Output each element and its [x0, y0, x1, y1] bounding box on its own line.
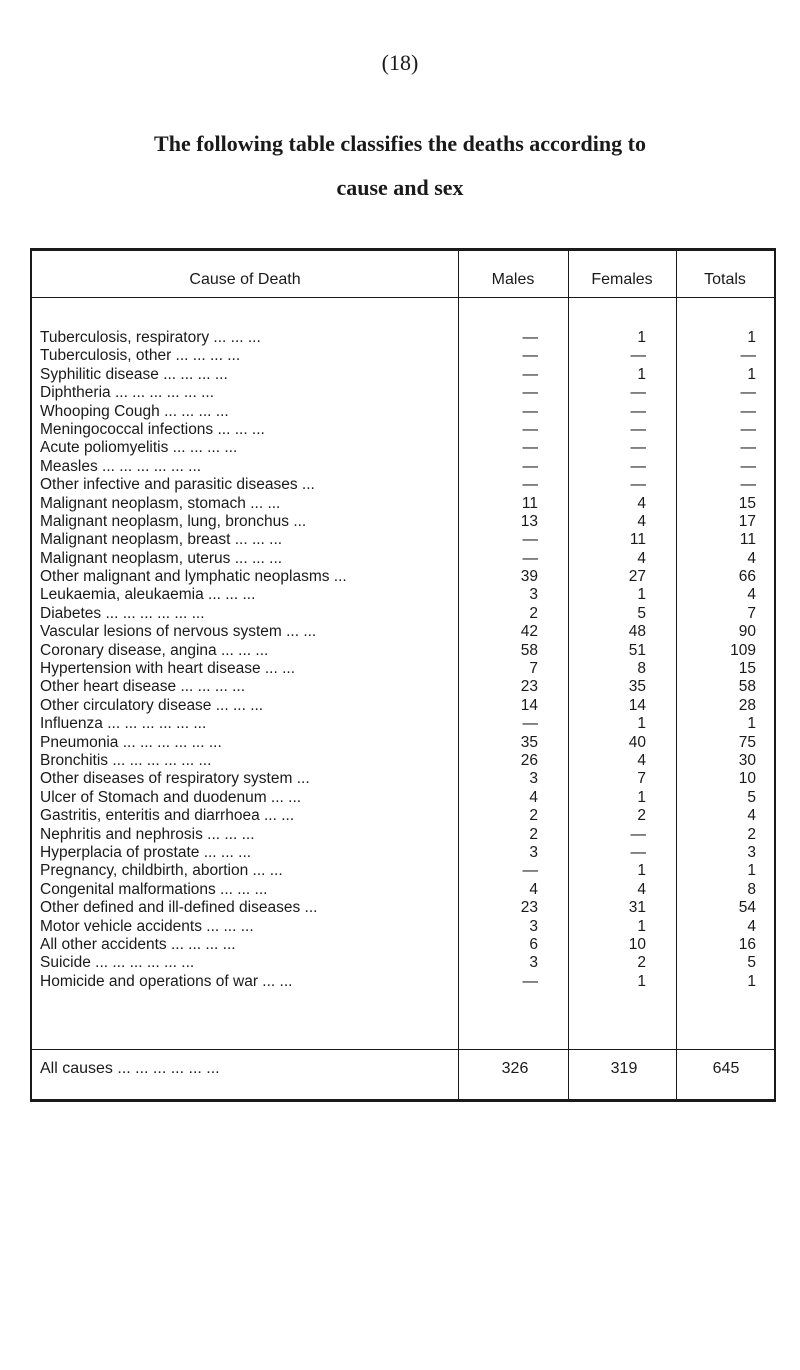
row-cause: Influenza ... ... ... ... ... ...	[40, 715, 207, 733]
table-row	[32, 495, 774, 513]
row-totals: 7	[747, 604, 756, 622]
row-males: —	[522, 347, 538, 365]
row-totals: 1	[747, 972, 756, 990]
row-males: 6	[529, 935, 538, 953]
row-totals: 5	[747, 954, 756, 972]
row-cause: Tuberculosis, other ... ... ... ...	[40, 347, 241, 365]
row-totals: 1	[747, 365, 756, 383]
table-row	[32, 513, 774, 531]
row-females: 1	[637, 862, 646, 880]
row-cause: Other defined and ill-defined diseases ...	[40, 899, 318, 917]
row-females: —	[630, 347, 646, 365]
row-males: 3	[529, 843, 538, 861]
row-totals: 8	[747, 880, 756, 898]
table-row	[32, 826, 774, 844]
table-body	[32, 329, 774, 991]
row-cause: Other circulatory disease ... ... ...	[40, 696, 264, 714]
table-row	[32, 329, 774, 347]
row-females: 1	[637, 715, 646, 733]
row-cause: Diabetes ... ... ... ... ... ...	[40, 604, 205, 622]
total-males: 326	[501, 1060, 529, 1077]
row-totals: —	[740, 457, 756, 475]
row-males: —	[522, 384, 538, 402]
row-males: 3	[529, 917, 538, 935]
row-totals: —	[740, 347, 756, 365]
row-males: 42	[520, 623, 538, 641]
row-totals: 17	[738, 512, 756, 530]
table-row	[32, 384, 774, 402]
row-females: 1	[637, 329, 646, 346]
row-totals: —	[740, 476, 756, 494]
row-totals: 58	[738, 678, 756, 696]
row-males: 26	[520, 751, 538, 769]
row-females: 51	[628, 641, 646, 659]
heading-line-2: cause and sex	[336, 175, 464, 200]
table-row	[32, 439, 774, 457]
row-females: 7	[637, 770, 646, 788]
row-males: —	[522, 457, 538, 475]
header-cause: Cause of Death	[189, 271, 301, 288]
total-females: 319	[610, 1060, 638, 1077]
row-totals: 4	[747, 807, 756, 825]
row-totals: 10	[738, 770, 756, 788]
header-totals: Totals	[704, 271, 746, 288]
row-males: —	[522, 402, 538, 420]
row-males: —	[522, 476, 538, 494]
row-cause: Malignant neoplasm, lung, bronchus ...	[40, 512, 307, 530]
row-females: 8	[637, 660, 646, 678]
row-males: 35	[520, 733, 538, 751]
row-totals: 4	[747, 549, 756, 567]
row-females: 1	[637, 788, 646, 806]
row-males: —	[522, 862, 538, 880]
row-totals: 2	[747, 825, 756, 843]
row-cause: Other heart disease ... ... ... ...	[40, 678, 246, 696]
table-row	[32, 678, 774, 696]
row-females: —	[630, 825, 646, 843]
table-row	[32, 660, 774, 678]
row-females: 14	[628, 696, 646, 714]
table-row	[32, 899, 774, 917]
row-cause: Whooping Cough ... ... ... ...	[40, 402, 229, 420]
table-row	[32, 918, 774, 936]
table-row	[32, 697, 774, 715]
row-cause: Suicide ... ... ... ... ... ...	[40, 954, 195, 972]
row-females: 2	[637, 954, 646, 972]
row-cause: Other diseases of respiratory system ...	[40, 770, 310, 788]
header-rule	[32, 297, 774, 298]
row-males: 2	[529, 825, 538, 843]
page-heading	[0, 122, 800, 210]
row-males: 2	[529, 807, 538, 825]
row-females: 5	[637, 604, 646, 622]
total-row	[32, 1059, 774, 1079]
row-males: 3	[529, 586, 538, 604]
table-row	[32, 734, 774, 752]
table-row	[32, 458, 774, 476]
row-cause: Vascular lesions of nervous system ... ...	[40, 623, 317, 641]
row-females: 31	[628, 899, 646, 917]
table-row	[32, 623, 774, 641]
table-row	[32, 347, 774, 365]
row-totals: —	[740, 439, 756, 457]
row-totals: 109	[730, 641, 756, 659]
row-males: 14	[520, 696, 538, 714]
row-males: 11	[521, 494, 538, 512]
row-females: 48	[628, 623, 646, 641]
row-females: 27	[628, 568, 646, 586]
row-totals: 5	[747, 788, 756, 806]
row-females: 4	[637, 512, 646, 530]
row-cause: Leukaemia, aleukaemia ... ... ...	[40, 586, 256, 604]
table-row	[32, 531, 774, 549]
row-females: —	[630, 843, 646, 861]
row-cause: Ulcer of Stomach and duodenum ... ...	[40, 788, 302, 806]
row-males: —	[522, 365, 538, 383]
row-cause: Hyperplacia of prostate ... ... ...	[40, 843, 252, 861]
row-cause: Measles ... ... ... ... ... ...	[40, 457, 202, 475]
row-males: —	[522, 549, 538, 567]
table-row	[32, 403, 774, 421]
row-totals: 30	[738, 751, 756, 769]
table-row	[32, 715, 774, 733]
row-totals: 11	[739, 531, 756, 549]
row-females: 10	[628, 935, 646, 953]
row-cause: Coronary disease, angina ... ... ...	[40, 641, 269, 659]
row-females: 4	[637, 751, 646, 769]
row-totals: 1	[747, 862, 756, 880]
row-totals: 15	[738, 494, 756, 512]
row-males: —	[522, 329, 538, 346]
row-females: 4	[637, 549, 646, 567]
row-females: 2	[637, 807, 646, 825]
row-cause: Acute poliomyelitis ... ... ... ...	[40, 439, 238, 457]
row-cause: Bronchitis ... ... ... ... ... ...	[40, 751, 212, 769]
table-row	[32, 586, 774, 604]
row-cause: Diphtheria ... ... ... ... ... ...	[40, 384, 215, 402]
table-row	[32, 770, 774, 788]
table-row	[32, 844, 774, 862]
row-totals: 90	[738, 623, 756, 641]
row-cause: Meningococcal infections ... ... ...	[40, 420, 265, 438]
row-females: —	[630, 476, 646, 494]
row-males: 4	[529, 880, 538, 898]
row-totals: 66	[738, 568, 756, 586]
header-males: Males	[491, 271, 535, 288]
row-cause: Syphilitic disease ... ... ... ...	[40, 365, 228, 383]
row-females: —	[630, 402, 646, 420]
table-row	[32, 954, 774, 972]
row-cause: Homicide and operations of war ... ...	[40, 972, 293, 990]
row-cause: Motor vehicle accidents ... ... ...	[40, 917, 254, 935]
row-males: 58	[520, 641, 538, 659]
row-cause: Malignant neoplasm, stomach ... ...	[40, 494, 281, 512]
row-totals: 28	[738, 696, 756, 714]
row-cause: Nephritis and nephrosis ... ... ...	[40, 825, 255, 843]
table-row	[32, 568, 774, 586]
row-males: 13	[520, 512, 538, 530]
row-males: —	[522, 715, 538, 733]
row-totals: 1	[747, 715, 756, 733]
table-row	[32, 752, 774, 770]
table-row	[32, 421, 774, 439]
row-males: —	[522, 531, 538, 549]
table-row	[32, 807, 774, 825]
row-females: 4	[637, 880, 646, 898]
row-females: —	[630, 420, 646, 438]
row-totals: 1	[747, 329, 756, 346]
row-females: —	[630, 439, 646, 457]
row-males: 2	[529, 604, 538, 622]
row-males: 23	[520, 899, 538, 917]
row-males: 3	[529, 770, 538, 788]
row-females: 1	[637, 365, 646, 383]
total-rule	[32, 1049, 774, 1050]
row-females: 11	[629, 531, 646, 549]
table-row	[32, 789, 774, 807]
row-cause: Hypertension with heart disease ... ...	[40, 660, 296, 678]
row-totals: 75	[738, 733, 756, 751]
row-totals: 4	[747, 917, 756, 935]
row-cause: Tuberculosis, respiratory ... ... ...	[40, 329, 261, 346]
row-males: —	[522, 420, 538, 438]
row-males: 4	[529, 788, 538, 806]
row-males: 3	[529, 954, 538, 972]
row-males: —	[522, 972, 538, 990]
row-males: 39	[520, 568, 538, 586]
table-row	[32, 642, 774, 660]
row-females: 35	[628, 678, 646, 696]
row-totals: 54	[738, 899, 756, 917]
table-row	[32, 936, 774, 954]
row-totals: 3	[747, 843, 756, 861]
table-row	[32, 550, 774, 568]
row-totals: 16	[738, 935, 756, 953]
table-row	[32, 366, 774, 384]
row-totals: 4	[747, 586, 756, 604]
total-cause: All causes ... ... ... ... ... ...	[40, 1060, 220, 1077]
total-totals: 645	[712, 1060, 740, 1077]
row-females: —	[630, 384, 646, 402]
row-cause: Pregnancy, childbirth, abortion ... ...	[40, 862, 283, 880]
row-totals: 15	[738, 660, 756, 678]
table-row	[32, 881, 774, 899]
table-row	[32, 862, 774, 880]
row-cause: Other infective and parasitic diseases ...	[40, 476, 315, 494]
row-females: 1	[637, 586, 646, 604]
row-females: 4	[637, 494, 646, 512]
row-cause: All other accidents ... ... ... ...	[40, 935, 236, 953]
row-females: —	[630, 457, 646, 475]
row-cause: Other malignant and lymphatic neoplasms ...	[40, 568, 347, 586]
heading-line-1: The following table classifies the deaths according to	[154, 131, 646, 156]
row-totals: —	[740, 402, 756, 420]
row-cause: Gastritis, enteritis and diarrhoea ... ...	[40, 807, 295, 825]
table-row	[32, 973, 774, 991]
row-cause: Pneumonia ... ... ... ... ... ...	[40, 733, 222, 751]
deaths-table	[30, 248, 776, 1102]
row-cause: Malignant neoplasm, uterus ... ... ...	[40, 549, 283, 567]
row-males: 7	[529, 660, 538, 678]
row-females: 40	[628, 733, 646, 751]
row-totals: —	[740, 384, 756, 402]
table-row	[32, 605, 774, 623]
header-females: Females	[591, 271, 653, 288]
row-cause: Congenital malformations ... ... ...	[40, 880, 268, 898]
row-males: —	[522, 439, 538, 457]
table-row	[32, 476, 774, 494]
row-cause: Malignant neoplasm, breast ... ... ...	[40, 531, 283, 549]
row-females: 1	[637, 972, 646, 990]
row-females: 1	[637, 917, 646, 935]
row-males: 23	[520, 678, 538, 696]
page-number: (18)	[381, 50, 419, 75]
row-totals: —	[740, 420, 756, 438]
